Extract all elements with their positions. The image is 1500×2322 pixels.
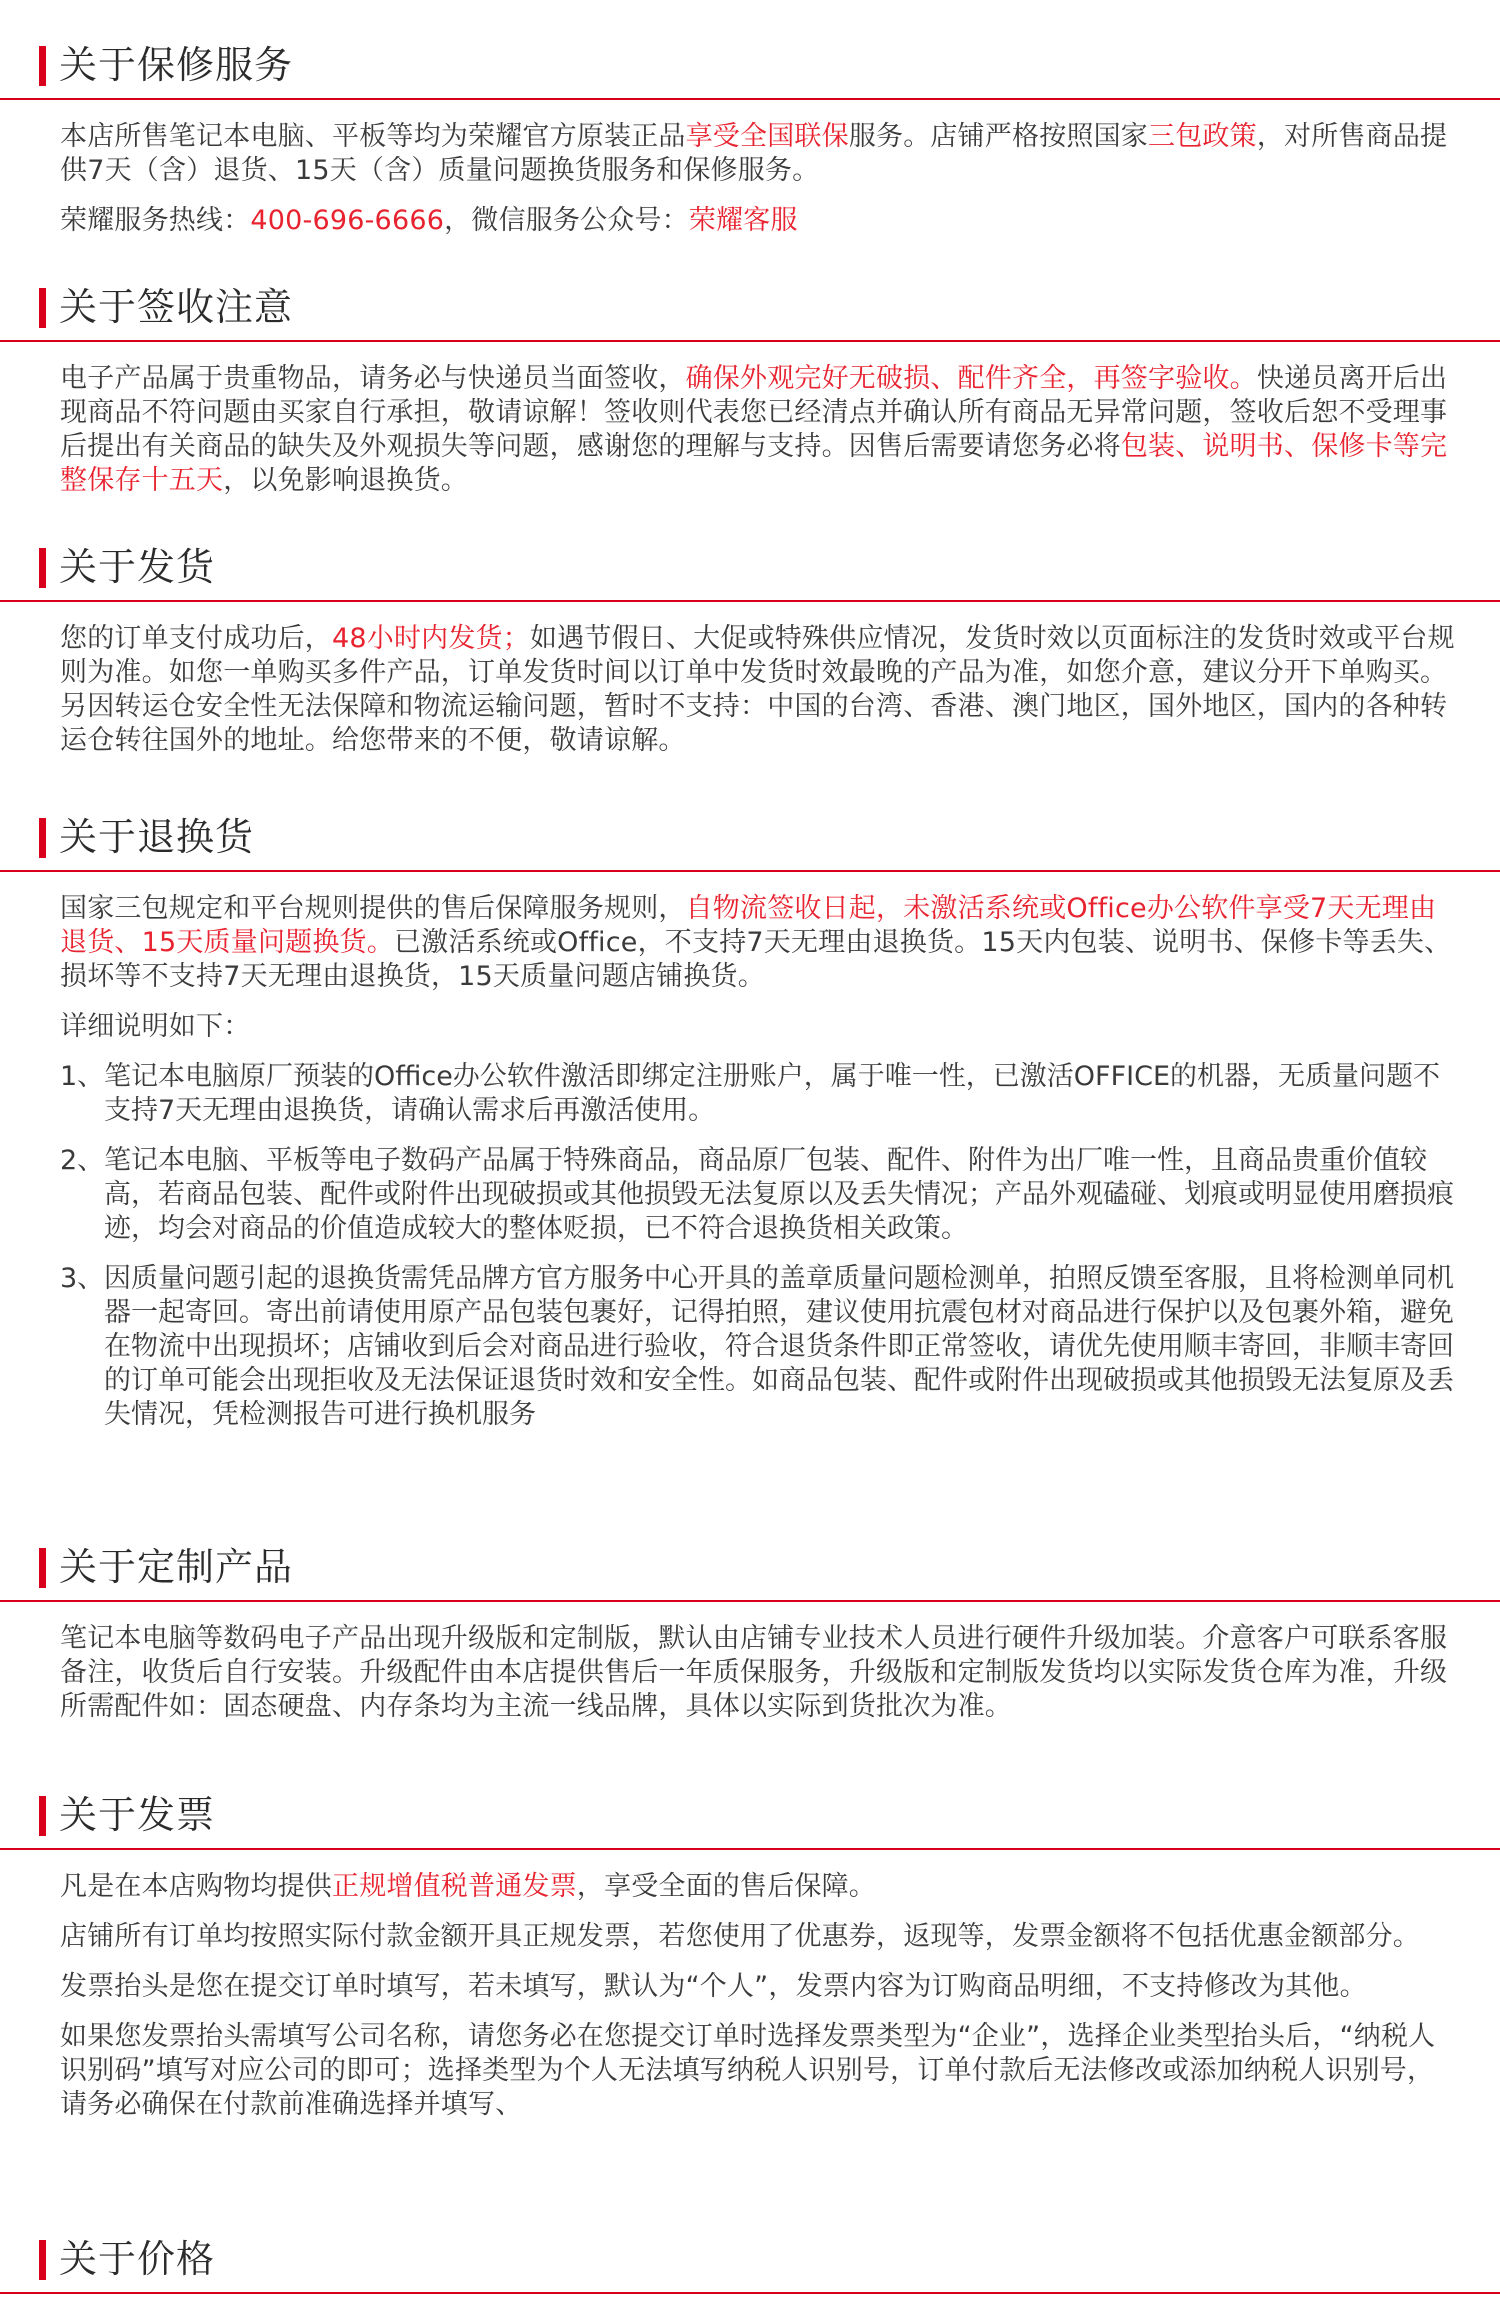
warranty-paragraph: 本店所售笔记本电脑、平板等均为荣耀官方原装正品享受全国联保服务。店铺严格按照国家三包政策，对所售商品提供7天（含）退货、15天（含）质量问题换货服务和保修服务。 (60, 121, 1448, 186)
invoice-paragraph: 如果您发票抬头需填写公司名称，请您务必在您提交订单时选择发票类型为“企业”，选择企业类型抬头后，“纳税人识别码”填写对应公司的即可；选择类型为个人无法填写纳税人识别号，订单付款后无法修改或添加纳税人识别号，请务必确保在付款前准确选择并填写、 (60, 2021, 1436, 2120)
invoice-paragraph: 发票抬头是您在提交订单时填写，若未填写，默认为“个人”，发票内容为订购商品明细，不支持修改为其他。 (60, 1971, 1367, 2002)
list-item: 2、 笔记本电脑、平板等电子数码产品属于特殊商品，商品原厂包装、配件、附件为出厂唯一性，且商品贵重价值较高，若商品包装、配件或附件出现破损或其他损毁无法复原以及丢失情况；产品外观磕碰、划痕或明显使用磨损痕迹，均会对商品的价值造成较大的整体贬损，已不符合退换货相关政策。 (60, 1145, 1454, 1244)
list-item: 3、 因质量问题引起的退换货需凭品牌方官方服务中心开具的盖章质量问题检测单，拍照反馈至客服，且将检测单同机器一起寄回。寄出前请使用原产品包装包裹好，记得拍照，建议使用抗震包材对商品进行保护以及包裹外箱，避免在物流中出现损坏；店铺收到后会对商品进行验收，符合退货条件即正常签收，请优先使用顺丰寄回，非顺丰寄回的订单可能会出现拒收及无法保证退货时效和安全性。如商品包装、配件或附件出现破损或其他损毁无法复原及丢失情况，凭检测报告可进行换机服务 (60, 1263, 1454, 1430)
section-header (0, 1778, 1500, 1850)
section-marker (39, 818, 46, 858)
price-section (0, 2222, 1500, 2294)
highlight-text: 自物流签收日起，未激活系统或Office办公软件享受7天无理由退货、15天质量问题换货。 (60, 893, 1437, 958)
section-body (0, 602, 1500, 758)
section-title: 关于发票 (59, 1793, 216, 1837)
section-header (0, 800, 1500, 872)
section-header (0, 28, 1500, 100)
section-title: 关于退换货 (59, 815, 255, 859)
section-marker (39, 46, 46, 86)
list-number: 2、 (60, 1145, 105, 1176)
section-title: 关于价格 (59, 2237, 216, 2281)
section-title: 关于保修服务 (59, 43, 294, 87)
section-title: 关于发货 (59, 545, 216, 589)
section-header (0, 530, 1500, 602)
receipt-paragraph: 电子产品属于贵重物品，请务必与快递员当面签收，确保外观完好无破损、配件齐全，再签字验收。快递员离开后出现商品不符问题由买家自行承担，敬请谅解！签收则代表您已经清点并确认所有商品无异常问题，签收后恕不受理事后提出有关商品的缺失及外观损失等问题，感谢您的理解与支持。因售后需要请您务必将包装、说明书、保修卡等完整保存十五天，以免影响退换货。 (60, 363, 1448, 496)
section-divider (0, 870, 1500, 872)
invoice-section (0, 1778, 1500, 2138)
invoice-paragraph: 凡是在本店购物均提供正规增值税普通发票，享受全面的售后保障。 (60, 1871, 877, 1902)
highlight-text: 48小时内发货； (332, 623, 530, 654)
list-number: 1、 (60, 1061, 105, 1092)
section-body (0, 342, 1500, 498)
section-title: 关于定制产品 (59, 1545, 294, 1589)
detail-label: 详细说明如下： (60, 1011, 251, 1042)
section-body (0, 1602, 1500, 1724)
receipt-section (0, 270, 1500, 514)
returns-detail-list (60, 1060, 1460, 1432)
section-divider (0, 2292, 1500, 2294)
section-title: 关于签收注意 (59, 285, 294, 329)
warranty-section (0, 28, 1500, 254)
section-body (0, 1850, 1500, 2122)
section-header (0, 1530, 1500, 1602)
shipping-section (0, 530, 1500, 774)
section-body (0, 100, 1500, 238)
highlight-text: 正规增值税普通发票 (332, 1871, 577, 1902)
invoice-paragraph: 店铺所有订单均按照实际付款金额开具正规发票，若您使用了优惠券，返现等，发票金额将不包括优惠金额部分。 (60, 1921, 1420, 1952)
section-marker (39, 2240, 46, 2280)
section-marker (39, 288, 46, 328)
returns-paragraph: 国家三包规定和平台规则提供的售后保障服务规则，自物流签收日起，未激活系统或Office办公软件享受7天无理由退货、15天质量问题换货。已激活系统或Office，不支持7天无理由退换货。15天内包装、说明书、保修卡等丢失、损坏等不支持7天无理由退换货，15天质量问题店铺换货。 (60, 893, 1452, 992)
section-header (0, 2222, 1500, 2294)
custom-product-section (0, 1530, 1500, 1740)
list-item: 1、 笔记本电脑原厂预装的Office办公软件激活即绑定注册账户，属于唯一性，已激活OFFICE的机器，无质量问题不支持7天无理由退换货，请确认需求后再激活使用。 (60, 1061, 1440, 1126)
section-marker (39, 548, 46, 588)
section-marker (39, 1548, 46, 1588)
section-marker (39, 1796, 46, 1836)
highlight-text: 包装、说明书、保修卡等完整保存十五天 (60, 431, 1448, 496)
custom-paragraph: 笔记本电脑等数码电子产品出现升级版和定制版，默认由店铺专业技术人员进行硬件升级加装。介意客户可联系客服备注，收货后自行安装。升级配件由本店提供售后一年质保服务，升级版和定制版发货均以实际发货仓库为准，升级所需配件如：固态硬盘、内存条均为主流一线品牌，具体以实际到货批次为准。 (60, 1623, 1448, 1722)
wechat-account: 荣耀客服 (688, 205, 798, 236)
returns-section (0, 800, 1500, 1448)
section-divider (0, 1848, 1500, 1850)
section-header (0, 270, 1500, 342)
highlight-text: 享受全国联保 (685, 121, 849, 152)
section-divider (0, 98, 1500, 100)
hotline-number: 400-696-6666 (250, 205, 445, 236)
highlight-text: 三包政策 (1148, 121, 1257, 152)
list-number: 3、 (60, 1263, 105, 1294)
section-divider (0, 1600, 1500, 1602)
section-divider (0, 340, 1500, 342)
shipping-paragraph: 您的订单支付成功后，48小时内发货；如遇节假日、大促或特殊供应情况，发货时效以页面标注的发货时效或平台规则为准。如您一单购买多件产品，订单发货时间以订单中发货时效最晚的产品为准，如您介意，建议分开下单购买。另因转运仓安全性无法保障和物流运输问题，暂时不支持：中国的台湾、香港、澳门地区，国外地区，国内的各种转运仓转往国外的地址。给您带来的不便，敬请谅解。 (60, 623, 1455, 756)
section-divider (0, 600, 1500, 602)
service-hotline: 荣耀服务热线：400-696-6666，微信服务公众号：荣耀客服 (60, 205, 798, 236)
section-body (0, 872, 1500, 1432)
highlight-text: 确保外观完好无破损、配件齐全，再签字验收。 (685, 363, 1257, 394)
